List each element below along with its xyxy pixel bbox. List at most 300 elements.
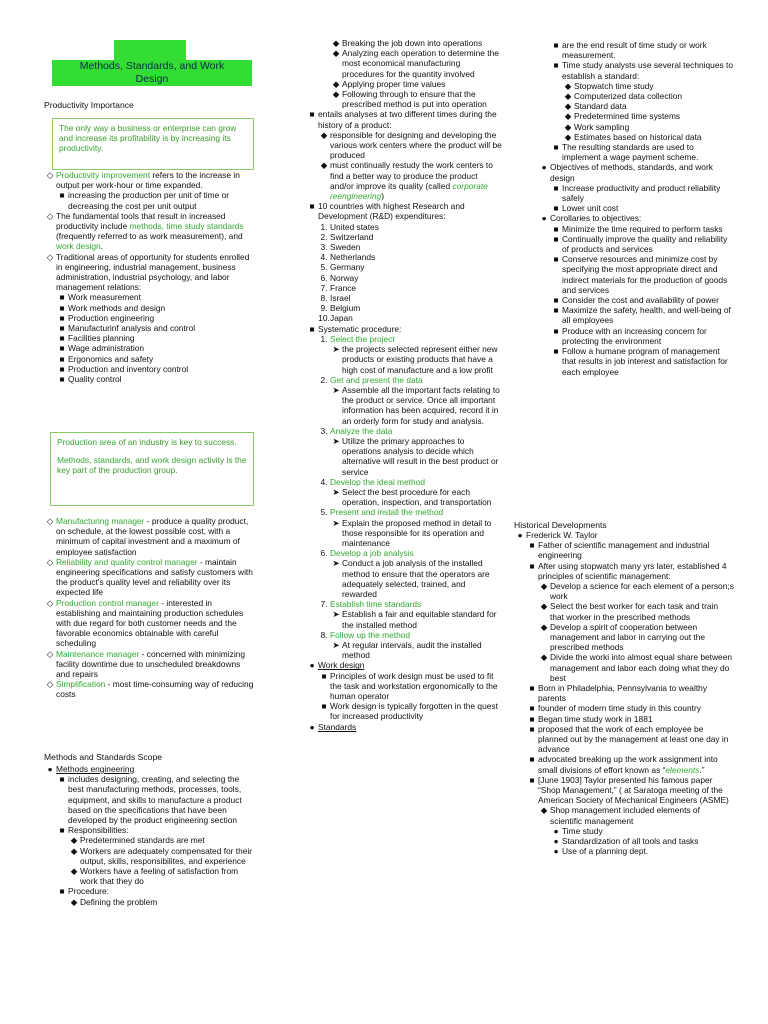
text-run: Procedure:	[68, 886, 109, 897]
list-item	[514, 754, 734, 774]
bullet-marker: ■	[59, 343, 65, 354]
text-run: Norway	[330, 272, 359, 283]
bullet-marker: ◆	[564, 101, 572, 112]
list-item	[306, 160, 502, 201]
list-item	[538, 122, 734, 132]
bullet-marker: ◇	[46, 679, 54, 690]
page-title: Methods, Standards, and Work Design	[52, 60, 252, 86]
title-accent-box	[114, 40, 186, 60]
text-run: Divide the worki into almost equal share between management and labor each doing what they do best	[550, 652, 733, 683]
bullet-marker: ◆	[70, 835, 78, 846]
text-run: proposed that the work of each employee be planned out by the management at least one day in advance	[538, 723, 729, 755]
bullet-marker: ●	[517, 530, 523, 540]
text-run: Standards	[318, 721, 357, 732]
text-run: standards	[93, 455, 131, 466]
bullet-marker: ◆	[320, 160, 328, 171]
text-run: Wage administration	[68, 343, 145, 354]
text-run: methods, time study standards	[129, 221, 244, 232]
list-item	[44, 866, 256, 886]
list-item	[514, 530, 734, 540]
text-run: Reliability and quality control manager	[56, 556, 198, 567]
list-item	[44, 343, 256, 353]
bullet-marker: ➤	[332, 344, 340, 355]
bullet-marker: ●	[47, 764, 53, 774]
list-item	[306, 436, 502, 477]
list-item	[538, 295, 734, 305]
text-run: Explain the proposed method in detail to those responsible for its operation and maintenance	[342, 517, 492, 548]
text-run: activity is the key part of the production group.	[57, 455, 247, 476]
bullet-marker: ■	[553, 40, 559, 50]
bullet-marker: ◆	[540, 581, 548, 592]
text-run: Select the best worker for each task and train that worker in the prescribed methods	[550, 601, 719, 622]
text-run: Production engineering	[68, 312, 155, 323]
list-item	[538, 305, 734, 325]
text-run: Follow up the method	[330, 629, 411, 640]
list-item	[514, 846, 734, 856]
text-run: Born in Philadelphia, Pennsylvania to wealthy parents	[538, 683, 708, 704]
productivity-list	[44, 170, 256, 384]
text-run: Began time study work in 1881	[538, 713, 653, 724]
text-run: Follow a humane program of management that results in job interest and satisfaction for each employee	[562, 346, 728, 377]
list-item	[306, 660, 502, 670]
managers-list	[44, 516, 256, 700]
list-item	[514, 836, 734, 846]
bullet-marker: ■	[553, 295, 559, 306]
text-run: Israel	[330, 293, 351, 304]
list-item	[306, 324, 502, 334]
callout-text-2	[57, 455, 247, 475]
text-run: Manufacturing manager	[56, 516, 145, 526]
text-run: Present and install the method	[330, 507, 444, 518]
bullet-marker: ◇	[46, 170, 54, 180]
text-run: Standard data	[574, 101, 627, 112]
text-run: - concerned with minimizing facility downtime due to unscheduled breakdowns and repairs	[56, 648, 246, 680]
text-run: Lower unit cost	[562, 203, 619, 214]
list-item	[306, 232, 502, 242]
text-run: work design	[56, 241, 101, 252]
bullet-marker: ■	[309, 323, 315, 334]
bullet-marker: ■	[553, 325, 559, 336]
bullet-marker: 1.	[320, 333, 328, 344]
text-run: - produce a quality product, on schedule, at the lowest possible cost, with a minimum of capital investment and a maximum of employee satisfaction	[56, 516, 249, 557]
text-run: Predetermined standards are met	[80, 835, 205, 846]
list-item	[44, 679, 256, 699]
list-item	[514, 561, 734, 581]
text-run: Breaking the job down into operations	[342, 38, 483, 48]
text-run: Develop a job analysis	[330, 548, 414, 559]
list-item	[538, 183, 734, 203]
callout-box-productivity: The only way a business or enterprise can grow and increase its profitability is by increasing its productivity.	[52, 118, 254, 170]
bullet-marker: ■	[529, 703, 535, 714]
text-run: Develop the ideal method	[330, 476, 425, 487]
bullet-marker: ◆	[332, 89, 340, 100]
list-item	[538, 346, 734, 377]
text-run: Corollaries to objectives:	[550, 213, 642, 224]
list-item	[44, 211, 256, 252]
text-run: France	[330, 282, 357, 293]
text-run: Use of a planning dept.	[562, 846, 649, 857]
methods-engineering-list	[306, 38, 502, 732]
bullet-marker: ■	[59, 374, 65, 385]
list-item	[514, 540, 734, 560]
bullet-marker: ◆	[332, 48, 340, 59]
list-item	[306, 303, 502, 313]
list-item	[44, 374, 256, 384]
bullet-marker: 1.	[320, 221, 328, 232]
bullet-marker: 4.	[320, 252, 328, 263]
text-run: Maximize the safety, health, and well-being of all employees	[562, 305, 731, 326]
text-run: includes designing, creating, and selecting the best manufacturing methods, processes, tools, equipment, and skills to manufacture a product based on the specifications that have been developed by the product engineering section	[68, 774, 242, 826]
text-run: Stopwatch time study	[574, 80, 654, 91]
list-item	[538, 132, 734, 142]
text-run: Work methods and design	[68, 302, 166, 313]
text-run: Conduct a job analysis of the installed method to ensure that the operators are adequately selected, trained, and rewarded	[342, 558, 490, 599]
list-item	[44, 190, 256, 210]
list-item	[44, 846, 256, 866]
list-item	[306, 701, 502, 721]
bullet-marker: ■	[321, 701, 327, 712]
list-item	[306, 630, 502, 640]
text-run: Germany	[330, 262, 365, 273]
text-run: The resulting standards are used to implement a wage payment scheme.	[562, 142, 699, 163]
bullet-marker: ■	[553, 305, 559, 316]
bullet-marker: ●	[309, 660, 315, 671]
bullet-marker: ➤	[332, 384, 340, 395]
text-run: are the end result of time study or work measurement.	[562, 40, 707, 61]
bullet-marker: ■	[59, 190, 65, 201]
text-run: .	[100, 241, 104, 252]
text-run: founder of modern time study in this country	[538, 703, 701, 714]
list-item	[306, 507, 502, 517]
bullet-marker: ◆	[564, 111, 572, 122]
text-run: entails analyses at two different times during the history of a product:	[318, 109, 497, 130]
bullet-marker: ■	[309, 109, 315, 120]
text-run: Workers have a feeling of satisfaction from work that they do	[80, 866, 239, 887]
text-run: Responsibilities:	[68, 825, 129, 836]
text-run: work design	[151, 455, 197, 466]
list-item	[514, 714, 734, 724]
bullet-marker: ■	[529, 774, 535, 785]
scope-list	[44, 764, 256, 907]
list-item	[538, 203, 734, 213]
list-item	[44, 252, 256, 293]
text-run: Netherlands	[330, 252, 376, 263]
text-run: ,	[89, 455, 94, 466]
bullet-marker: ◆	[540, 652, 548, 663]
bullet-marker: ●	[553, 846, 559, 857]
bullet-marker: ■	[553, 223, 559, 234]
bullet-marker: ■	[529, 683, 535, 694]
section-heading-scope: Methods and Standards Scope	[44, 752, 163, 762]
bullet-marker: ■	[59, 302, 65, 313]
text-run: Work design	[318, 660, 365, 671]
list-item	[306, 79, 502, 89]
list-item	[44, 292, 256, 302]
list-item	[306, 89, 502, 109]
bullet-marker: ■	[59, 323, 65, 334]
list-item	[306, 242, 502, 252]
list-item	[514, 683, 734, 703]
text-run: Production control manager	[56, 597, 159, 608]
list-item	[306, 48, 502, 79]
text-run: Minimize the time required to perform tasks	[562, 223, 723, 234]
bullet-marker: ■	[553, 254, 559, 265]
text-run: advocated breaking up the work assignment into small divisions of effort known as “	[538, 754, 718, 775]
text-run: Productivity improvement	[56, 170, 151, 180]
list-item	[44, 364, 256, 374]
list-item	[538, 101, 734, 111]
list-item	[306, 609, 502, 629]
list-item	[306, 130, 502, 161]
list-item	[306, 487, 502, 507]
list-item	[538, 91, 734, 101]
text-run: Produce with an increasing concern for protecting the environment	[562, 325, 707, 346]
text-run: Continually improve the quality and reliability of products and services	[562, 233, 728, 255]
bullet-marker: ➤	[332, 517, 340, 528]
list-item	[306, 273, 502, 283]
list-item	[306, 344, 502, 375]
text-run: Facilities planning	[68, 333, 135, 344]
list-item	[306, 671, 502, 702]
text-run: Increase productivity and product reliability safely	[562, 182, 721, 204]
bullet-marker: ■	[529, 560, 535, 571]
list-item	[44, 598, 256, 649]
section-heading-history: Historical Developments	[514, 520, 607, 530]
text-run: Assemble all the important facts relating to the product or service. Once all important information has been acquired, record it in an orderly form for study and analysis.	[342, 384, 500, 426]
bullet-marker: ●	[309, 721, 315, 732]
bullet-marker: ➤	[332, 486, 340, 497]
list-item	[306, 518, 502, 549]
bullet-marker: 6.	[320, 272, 328, 283]
list-item	[44, 354, 256, 364]
bullet-marker: ■	[59, 363, 65, 374]
text-run: Work sampling	[574, 121, 630, 132]
bullet-marker: ➤	[332, 639, 340, 650]
text-run: Develop a spirit of cooperation between management and labor in carrying out the prescribed methods	[550, 621, 706, 653]
list-item	[44, 323, 256, 333]
text-run: Father of scientific management and industrial engineering	[538, 540, 710, 561]
list-item	[44, 557, 256, 598]
text-run: Predetermined time systems	[574, 111, 681, 122]
text-run: Develop a science for each element of a person;s work	[550, 581, 734, 602]
text-run: Analyze the data	[330, 425, 393, 436]
text-run: Maintenance manager	[56, 648, 140, 659]
text-run: elements	[665, 764, 700, 775]
list-item	[306, 252, 502, 262]
text-run: [June 1903] Taylor presented his famous paper “Shop Management,” ( at Saratoga meeting of the American Society of Mechanical Engineers (ASME)	[538, 774, 729, 806]
text-run: Consider the cost and availability of power	[562, 295, 719, 306]
text-run: Utilize the primary approaches to operations analysis to decide which alternative will result in the best product or service	[342, 435, 499, 477]
bullet-marker: ●	[541, 162, 547, 173]
list-item	[538, 234, 734, 254]
text-run: Production and inventory control	[68, 363, 189, 374]
bullet-marker: 4.	[320, 476, 328, 487]
list-item	[306, 109, 502, 129]
list-item	[306, 262, 502, 272]
text-run: )	[381, 191, 385, 202]
bullet-marker: ■	[59, 333, 65, 344]
bullet-marker: ◆	[564, 91, 572, 102]
list-item	[306, 283, 502, 293]
bullet-marker: 9.	[320, 303, 328, 314]
bullet-marker: ●	[541, 213, 547, 224]
list-item	[306, 640, 502, 660]
list-item	[538, 40, 734, 60]
list-item	[44, 170, 256, 190]
text-run: Manufacturinf analysis and control	[68, 323, 196, 334]
bullet-marker: ●	[553, 825, 559, 836]
text-run: Establish time standards	[330, 599, 422, 610]
text-run: Establish a fair and equitable standard for the installed method	[342, 609, 497, 630]
text-run: Defining the problem	[80, 896, 158, 907]
text-run: 10 countries with highest Research and Development (R&D) expenditures:	[318, 201, 465, 222]
list-item	[514, 775, 734, 806]
list-item	[306, 334, 502, 344]
bullet-marker: 2.	[320, 231, 328, 242]
list-item	[44, 303, 256, 313]
bullet-marker: ◆	[332, 78, 340, 89]
bullet-marker: ◆	[540, 805, 548, 816]
bullet-marker: ◆	[540, 621, 548, 632]
text-run: corporate reengineering	[330, 180, 488, 202]
list-item	[514, 724, 734, 755]
list-item	[538, 254, 734, 295]
bullet-marker: ■	[529, 754, 535, 765]
section-heading-productivity: Productivity Importance	[44, 100, 134, 110]
bullet-marker: ◇	[46, 597, 54, 608]
bullet-marker: 7.	[320, 282, 328, 293]
bullet-marker: 2.	[320, 374, 328, 385]
list-item	[538, 142, 734, 162]
list-item	[538, 111, 734, 121]
text-run: Simplification	[56, 679, 106, 690]
list-item	[44, 774, 256, 825]
bullet-marker: ◆	[70, 896, 78, 907]
bullet-marker: 8.	[320, 629, 328, 640]
bullet-marker: ◆	[70, 845, 78, 856]
text-run: Methods engineering	[56, 764, 135, 774]
bullet-marker: ■	[59, 774, 65, 785]
list-item	[514, 601, 734, 621]
bullet-marker: ■	[529, 713, 535, 724]
list-item	[44, 835, 256, 845]
list-item	[514, 581, 734, 601]
bullet-marker: ◇	[46, 251, 54, 262]
text-run: - maintain engineering specifications and satisfy customers with the product's quality level and reliability over its expected life	[56, 556, 253, 598]
list-item	[306, 375, 502, 385]
bullet-marker: ◇	[46, 556, 54, 567]
callout-box-production	[50, 432, 254, 506]
text-run: , and	[130, 455, 152, 466]
list-item	[44, 649, 256, 680]
text-run: Time study	[562, 825, 603, 836]
text-run: Systematic procedure:	[318, 323, 402, 334]
text-run: Select the best procedure for each operation, inspection, and transportation	[342, 486, 492, 508]
text-run: the projects selected represent either new products or existing products that have a high cost of manufacture and a low profit	[342, 344, 498, 375]
callout-text-1	[57, 437, 247, 447]
list-item	[306, 385, 502, 426]
list-item	[514, 652, 734, 683]
text-run: Analyzing each operation to determine the most economical manufacturing procedures for the quantity involved	[342, 48, 499, 79]
list-item	[306, 599, 502, 609]
list-item	[306, 426, 502, 436]
text-run: (frequently referred to as work measurement), and	[56, 231, 243, 242]
bullet-marker: ➤	[332, 558, 340, 569]
standards-list	[538, 40, 734, 377]
bullet-marker: 10.	[318, 313, 330, 324]
list-item	[44, 897, 256, 907]
text-run: At regular intervals, audit the installed method	[342, 639, 482, 661]
list-item	[306, 722, 502, 732]
bullet-marker: ■	[529, 540, 535, 551]
text-run: Time study analysts use several techniques to establish a standard:	[562, 60, 733, 81]
bullet-marker: ◇	[46, 516, 54, 526]
list-item	[306, 201, 502, 221]
bullet-marker: ◆	[70, 866, 78, 877]
text-run: Following through to ensure that the prescribed method is put into operation	[342, 89, 487, 110]
list-item	[44, 516, 256, 557]
text-run: Work measurement	[68, 292, 141, 303]
bullet-marker: ◆	[332, 38, 340, 48]
list-item	[538, 60, 734, 80]
text-run: Methods	[57, 455, 90, 466]
list-item	[514, 622, 734, 653]
bullet-marker: ◆	[564, 131, 572, 142]
text-run: Traditional areas of opportunity for students enrolled in engineering, industrial management, business administration, industrial psychology, and labor management relations:	[56, 251, 250, 293]
bullet-marker: ■	[59, 353, 65, 364]
list-item	[306, 548, 502, 558]
list-item	[44, 313, 256, 323]
text-run: Computerized data collection	[574, 91, 683, 102]
bullet-marker: ■	[529, 723, 535, 734]
list-item	[538, 326, 734, 346]
bullet-marker: ●	[553, 836, 559, 847]
text-run: Applying proper time values	[342, 78, 446, 89]
text-run: Select the project	[330, 333, 395, 344]
bullet-marker: ■	[59, 825, 65, 836]
list-item	[538, 213, 734, 223]
list-item	[514, 805, 734, 825]
text-run: United states	[330, 221, 379, 232]
text-run: Get and present the data	[330, 374, 423, 385]
list-item	[306, 38, 502, 48]
bullet-marker: ■	[59, 312, 65, 323]
bullet-marker: ■	[321, 670, 327, 681]
text-run: Frederick W. Taylor	[526, 530, 598, 540]
bullet-marker: ◆	[540, 601, 548, 612]
text-run: Standardization of all tools and tasks	[562, 836, 699, 847]
list-item	[306, 222, 502, 232]
bullet-marker: ■	[553, 203, 559, 214]
bullet-marker: ■	[553, 142, 559, 153]
text-run: Work design is typically forgotten in the quest for increased productivity	[330, 701, 498, 722]
list-item	[306, 477, 502, 487]
text-run: Belgium	[330, 303, 361, 314]
bullet-marker: ■	[59, 292, 65, 303]
list-item	[538, 224, 734, 234]
bullet-marker: ◆	[320, 129, 328, 140]
list-item	[306, 558, 502, 599]
text-run: The fundamental tools that result in increased productivity include	[56, 210, 226, 232]
list-item	[44, 764, 256, 774]
bullet-marker: 5.	[320, 262, 328, 273]
text-run: Objectives of methods, standards, and work design	[550, 162, 713, 183]
text-run: responsible for designing and developing the various work centers where the product will be produced	[330, 129, 502, 161]
text-run: Switzerland	[330, 231, 374, 242]
text-run: Shop management included elements of scientific management	[550, 805, 700, 826]
text-run: of an industry is key to success.	[116, 437, 237, 447]
bullet-marker: ■	[59, 886, 65, 897]
